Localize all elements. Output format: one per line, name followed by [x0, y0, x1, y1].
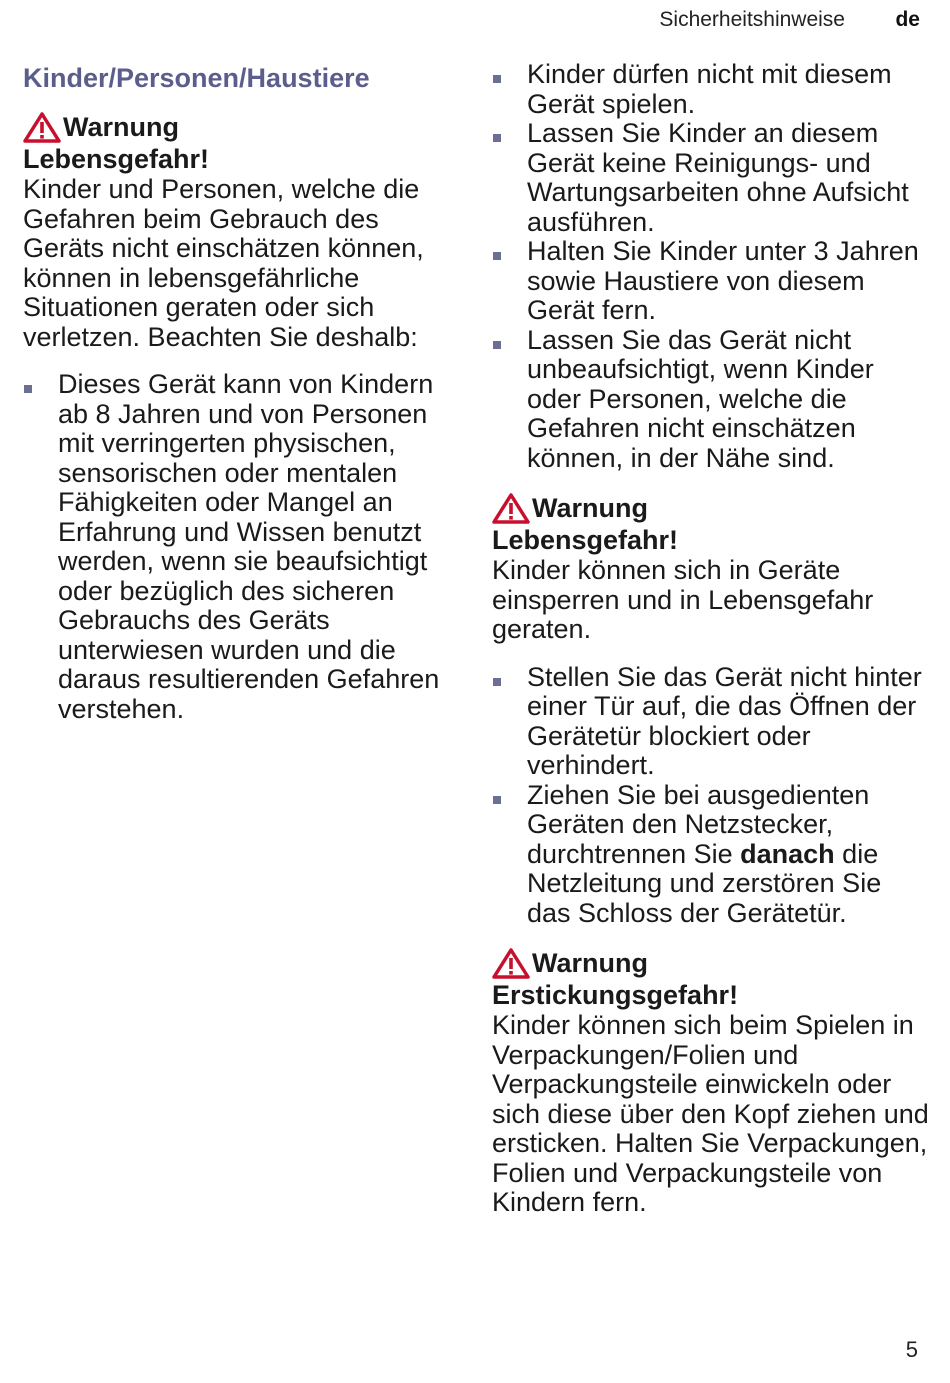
language-code: de	[895, 8, 920, 31]
warning-triangle-icon	[492, 493, 530, 524]
warning-heading	[492, 948, 932, 979]
warning-label: Warnung	[532, 493, 648, 523]
running-header-section: Sicherheitshinweise	[659, 8, 845, 31]
left-column	[23, 60, 463, 724]
warning-triangle-icon	[492, 948, 530, 979]
warning-heading	[492, 493, 932, 524]
list-item: Dieses Gerät kann von Kindern ab 8 Jahren und von Personen mit verringerten physischen, sensorischen oder mentalen Fähigkeiten oder Mangel an Erfahrung und Wissen benutzt werden, wenn sie beaufsichtigt oder bezüglich des sicheren Gebrauchs des Geräts unterwiesen wurden und die daraus resultierenden Gefahren verstehen.	[23, 370, 463, 724]
danger-label: Lebensgefahr!	[492, 525, 679, 555]
list-item-text: die Netzleitung und zerstören Sie das Schloss der Gerätetür.	[527, 838, 882, 928]
warning-label: Warnung	[532, 948, 648, 978]
warning-heading	[23, 112, 463, 143]
section-title: Kinder/Personen/Haustiere	[23, 63, 370, 93]
safety-list	[23, 370, 463, 724]
warning-block-suffocation	[492, 948, 932, 1218]
warning-label: Warnung	[63, 112, 179, 142]
list-item-text: Ziehen Sie bei ausgedienten Geräten den Netzstecker, durchtrennen Sie	[527, 779, 870, 869]
right-column	[492, 60, 932, 1218]
danger-label: Lebensgefahr!	[23, 144, 210, 174]
list-item	[492, 781, 932, 929]
list-item: Halten Sie Kinder unter 3 Jahren sowie Haustiere von diesem Gerät fern.	[492, 237, 932, 326]
list-item: Kinder dürfen nicht mit diesem Gerät spielen.	[492, 60, 932, 119]
danger-label: Erstickungsgefahr!	[492, 980, 739, 1010]
page-number: 5	[905, 1337, 918, 1362]
warning-block-entrapment	[492, 493, 932, 928]
warning-text: Kinder können sich in Geräte einsperren und in Lebensgefahr geraten.	[492, 555, 874, 644]
warning-intro: Kinder und Personen, welche die Gefahren beim Gebrauch des Geräts nicht einschätzen können, können in lebensgefährliche Situationen geraten oder sich verletzen. Beachten Sie deshalb:	[23, 174, 424, 352]
safety-list	[492, 663, 932, 929]
emphasis-text: danach	[740, 838, 835, 869]
safety-list	[492, 60, 932, 473]
list-item: Stellen Sie das Gerät nicht hinter einer Tür auf, die das Öffnen der Gerätetür blockiert oder verhindert.	[492, 663, 932, 781]
list-item: Lassen Sie das Gerät nicht unbeaufsichtigt, wenn Kinder oder Personen, welche die Gefahren nicht einschätzen können, in der Nähe sind.	[492, 326, 932, 474]
warning-text: Kinder können sich beim Spielen in Verpackungen/Folien und Verpackungsteile einwickeln oder sich diese über den Kopf ziehen und ersticken. Halten Sie Verpackungen, Folien und Verpackungsteile von Kindern fern.	[492, 1010, 929, 1217]
list-item: Lassen Sie Kinder an diesem Gerät keine Reinigungs- und Wartungsarbeiten ohne Aufsicht ausführen.	[492, 119, 932, 237]
warning-triangle-icon	[23, 112, 61, 143]
